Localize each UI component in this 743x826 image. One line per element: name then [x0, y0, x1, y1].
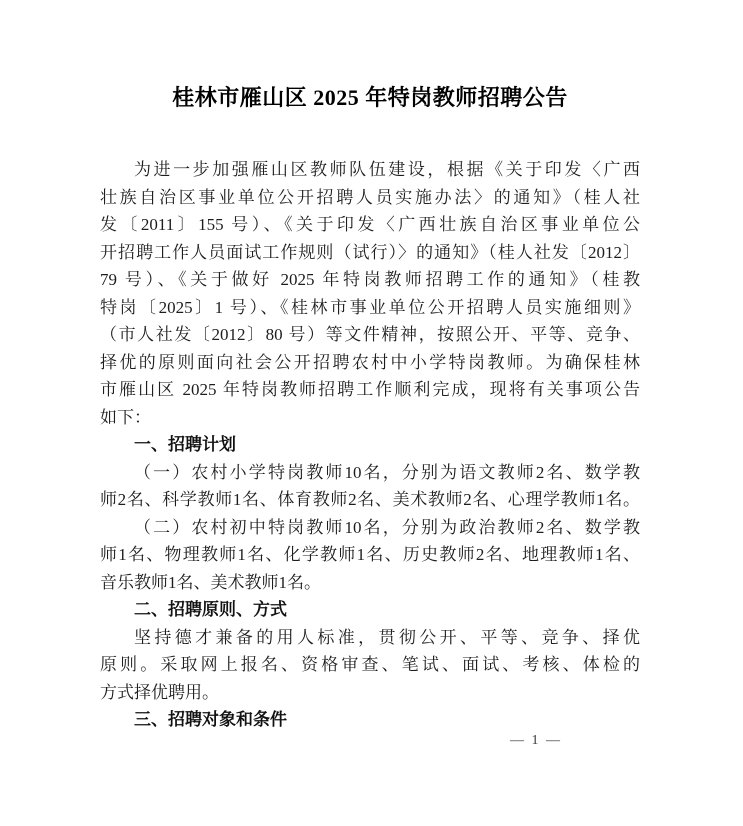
- paragraph-line: 为进一步加强雁山区教师队伍建设，根据《关于印发〈广西: [134, 160, 640, 179]
- paragraph-line: 开招聘工作人员面试工作规则（试行）〉的通知》（桂人社发〔2012〕: [100, 242, 640, 262]
- paragraph-line: 原则。采取网上报名、资格审查、笔试、面试、考核、体检的: [100, 655, 640, 674]
- section-1-item-1: [100, 459, 640, 514]
- section-3-heading: 三、招聘对象和条件: [134, 710, 287, 729]
- paragraph-line: 音乐教师1名、美术教师1名。: [100, 572, 321, 592]
- paragraph-line: （市人社发〔2012〕80 号）等文件精神，按照公开、平等、竞争、: [100, 325, 640, 344]
- paragraph-line: 特岗〔2025〕1 号）、《桂林市事业单位公开招聘人员实施细则》: [100, 297, 640, 317]
- paragraph-line: 市雁山区 2025 年特岗教师招聘工作顺利完成，现将有关事项公告: [100, 380, 640, 399]
- section-2-body: [100, 624, 640, 707]
- section-1-item-2: [100, 514, 640, 597]
- document-content: [100, 84, 640, 734]
- paragraph-line: 79 号）、《关于做好 2025 年特岗教师招聘工作的通知》（桂教: [100, 270, 640, 289]
- paragraph-line: （二）农村初中特岗教师10名，分别为政治教师2名、数学教: [134, 517, 640, 537]
- paragraph-line: 师2名、科学教师1名、体育教师2名、美术教师2名、心理学教师1名。: [100, 490, 640, 509]
- paragraph-line: 坚持德才兼备的用人标准，贯彻公开、平等、竞争、择优: [134, 627, 640, 647]
- section-2-heading: 二、招聘原则、方式: [134, 600, 287, 619]
- document-title: 桂林市雁山区 2025 年特岗教师招聘公告: [172, 85, 568, 110]
- paragraph-line: 择优的原则面向社会公开招聘农村中小学特岗教师。为确保桂林: [100, 352, 640, 372]
- section-1-heading: 一、招聘计划: [134, 435, 236, 454]
- paragraph-line: 壮族自治区事业单位公开招聘人员实施办法〉的通知》（桂人社: [100, 187, 640, 207]
- page-number: — 1 —: [510, 733, 562, 748]
- intro-paragraph: [100, 156, 640, 431]
- paragraph-line: （一）农村小学特岗教师10名，分别为语文教师2名、数学教: [134, 462, 640, 482]
- paragraph-line: 发〔2011〕155 号）、《关于印发〈广西壮族自治区事业单位公: [100, 215, 640, 234]
- paragraph-line: 如下：: [100, 407, 151, 427]
- paragraph-line: 师1名、物理教师1名、化学教师1名、历史教师2名、地理教师1名、: [100, 545, 640, 564]
- paragraph-line: 方式择优聘用。: [100, 682, 219, 702]
